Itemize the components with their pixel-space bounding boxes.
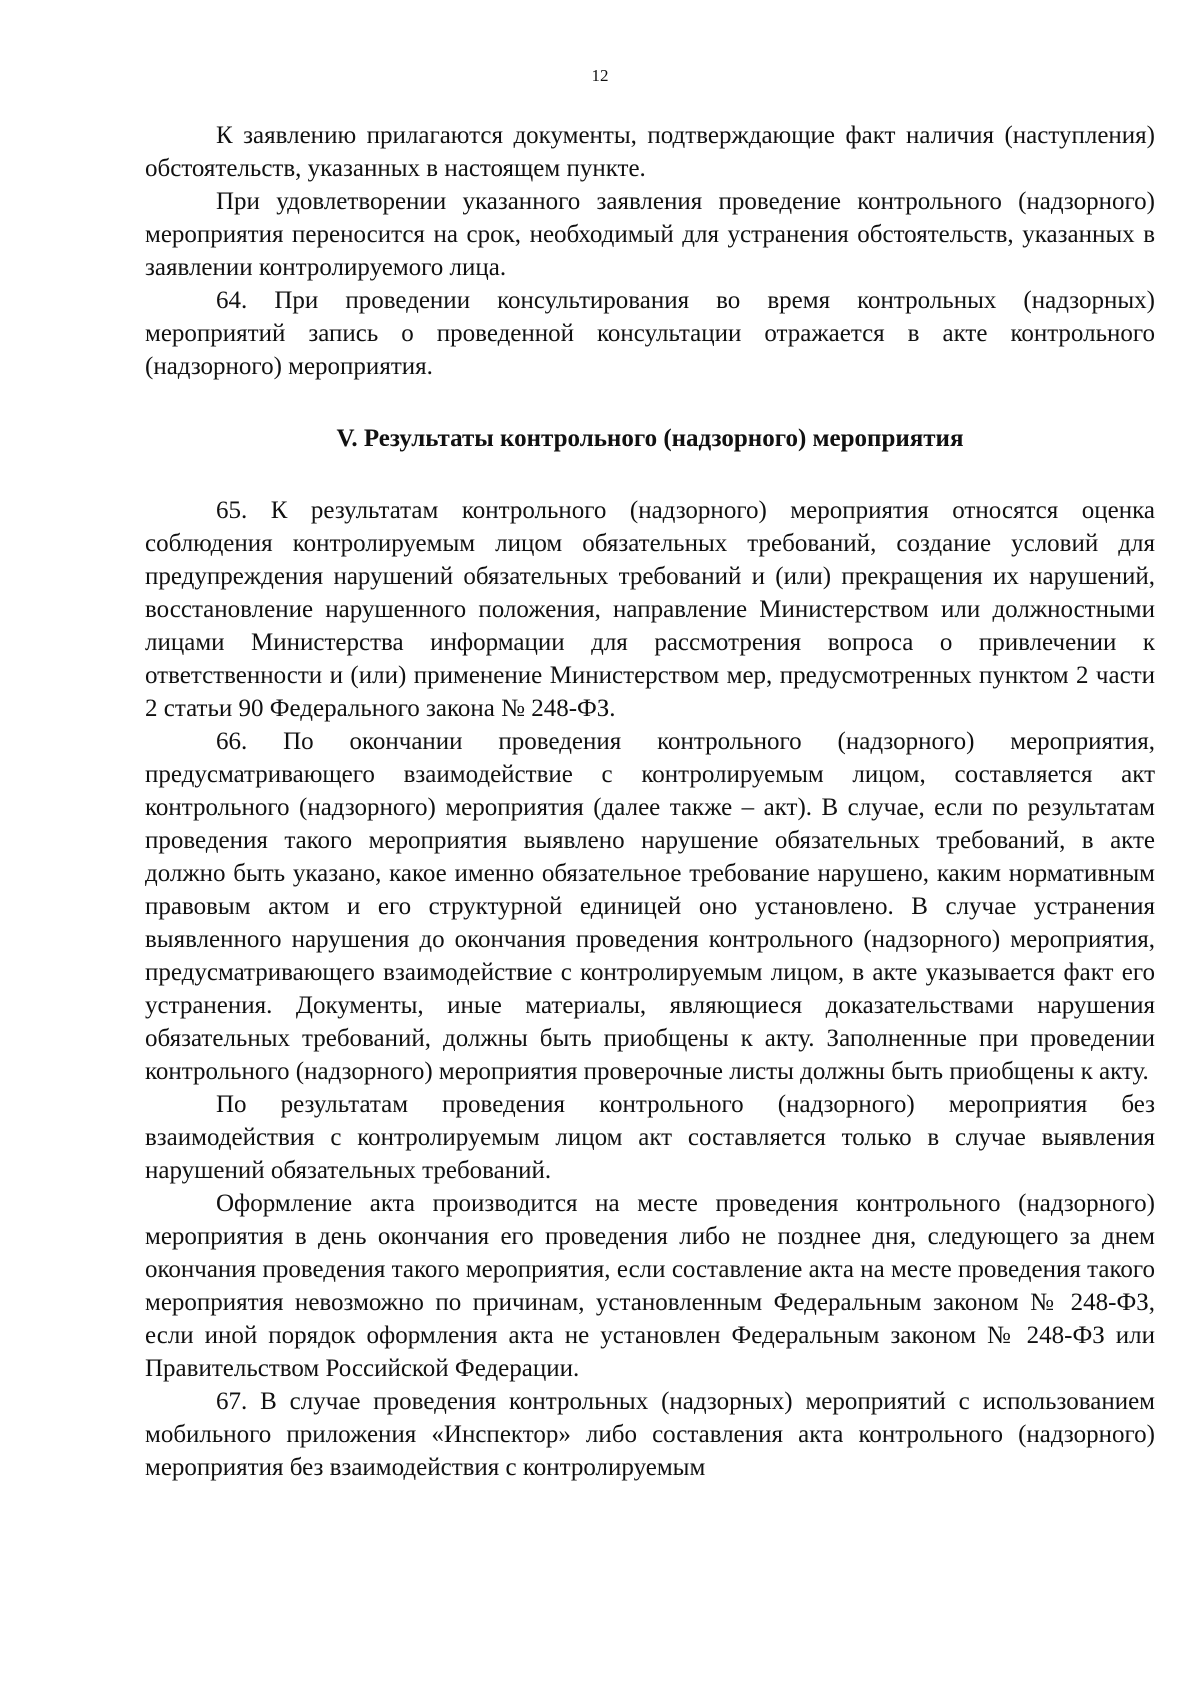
paragraph: 66. По окончании проведения контрольного (надзорного) мероприятия, предусматривающего взаимодействие с контролируемым лицом, составляется акт контрольного (надзорного) мероприятия (далее также – акт). В случае, если по результатам проведения такого мероприятия выявлено нарушение обязательных требований, в акте должно быть указано, какое именно обязательное требование нарушено, каким нормативным правовым актом и его структурной единицей оно установлено. В случае устранения выявленного нарушения до окончания проведения контрольного (надзорного) мероприятия, предусматривающего взаимодействие с контролируемым лицом, в акте указывается факт его устранения. Документы, иные материалы, являющиеся доказательствами нарушения обязательных требований, должны быть приобщены к акту. Заполненные при проведении контрольного (надзорного) мероприятия проверочные листы должны быть приобщены к акту. <box>145 728 1155 1085</box>
paragraph: 67. В случае проведения контрольных (надзорных) мероприятий с использованием мобильного приложения «Инспектор» либо составления акта контрольного (надзорного) мероприятия без взаимодействия с контролируемым <box>145 1388 1155 1481</box>
paragraph: По результатам проведения контрольного (надзорного) мероприятия без взаимодействия с контролируемым лицом акт составляется только в случае выявления нарушений обязательных требований. <box>145 1091 1155 1184</box>
paragraph: Оформление акта производится на месте проведения контрольного (надзорного) мероприятия в день окончания его проведения либо не позднее дня, следующего за днем окончания проведения такого мероприятия, если составление акта на месте проведения такого мероприятия невозможно по причинам, установленным Федеральным законом № 248-ФЗ, если иной порядок оформления акта не установлен Федеральным законом № 248-ФЗ или Правительством Российской Федерации. <box>145 1190 1155 1382</box>
paragraph: К заявлению прилагаются документы, подтверждающие факт наличия (наступления) обстоятельств, указанных в настоящем пункте. <box>145 122 1155 182</box>
page-number: 12 <box>591 66 609 85</box>
document-body <box>145 119 1155 1484</box>
paragraph: При удовлетворении указанного заявления проведение контрольного (надзорного) мероприятия переносится на срок, необходимый для устранения обстоятельств, указанных в заявлении контролируемого лица. <box>145 188 1155 281</box>
section-heading: V. Результаты контрольного (надзорного) мероприятия <box>336 425 964 452</box>
paragraph: 64. При проведении консультирования во время контрольных (надзорных) мероприятий запись о проведенной консультации отражается в акте контрольного (надзорного) мероприятия. <box>145 287 1155 380</box>
paragraph: 65. К результатам контрольного (надзорного) мероприятия относятся оценка соблюдения контролируемым лицом обязательных требований, создание условий для предупреждения нарушений обязательных требований и (или) прекращения их нарушений, восстановление нарушенного положения, направление Министерством или должностными лицами Министерства информации для рассмотрения вопроса о привлечении к ответственности и (или) применение Министерством мер, предусмотренных пунктом 2 части 2 статьи 90 Федерального закона № 248-ФЗ. <box>145 497 1155 722</box>
